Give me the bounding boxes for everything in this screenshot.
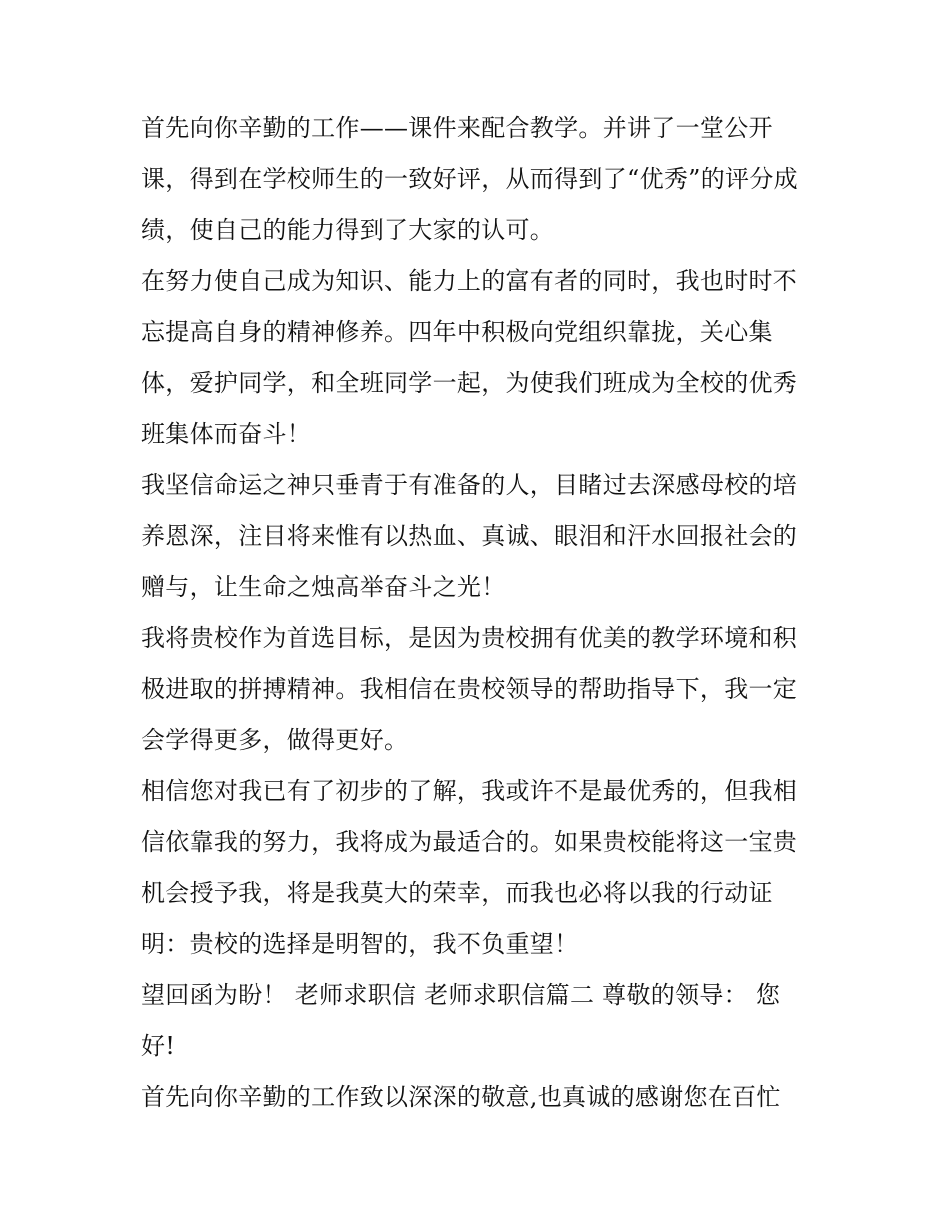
text-line: 绩，使自己的能力得到了大家的认可。: [141, 216, 555, 244]
text-line: 课，得到在学校师生的一致好评，从而得到了“优秀”的评分成: [141, 165, 798, 193]
text-line: 养恩深，注目将来惟有以热血、真诚、眼泪和汗水回报社会的: [141, 522, 798, 550]
text-line: 体，爱护同学，和全班同学一起，为使我们班成为全校的优秀: [141, 369, 798, 397]
text-line: 首先向你辛勤的工作致以深深的敬意,也真诚的感谢您在百忙: [141, 1083, 781, 1111]
text-line: 信依靠我的努力，我将成为最适合的。如果贵校能将这一宝贵: [141, 828, 798, 856]
text-line: 明：贵校的选择是明智的，我不负重望！: [141, 930, 579, 958]
text-line: 相信您对我已有了初步的了解，我或许不是最优秀的，但我相: [141, 777, 798, 805]
text-line: 机会授予我，将是我莫大的荣幸，而我也必将以我的行动证: [141, 879, 773, 907]
text-line: 在努力使自己成为知识、能力上的富有者的同时，我也时时不: [141, 267, 798, 295]
text-line: 好!: [141, 1032, 176, 1060]
text-line: 班集体而奋斗！: [141, 420, 312, 448]
text-line: 首先向你辛勤的工作——课件来配合教学。并讲了一堂公开: [141, 114, 773, 142]
text-line: 忘提高自身的精神修养。四年中积极向党组织靠拢，关心集: [141, 318, 773, 346]
text-line: 极进取的拼搏精神。我相信在贵校领导的帮助指导下，我一定: [141, 675, 798, 703]
document-body: [141, 103, 821, 1123]
text-line: 我坚信命运之神只垂青于有准备的人，目睹过去深感母校的培: [141, 471, 798, 499]
text-line: 望回函为盼！ 老师求职信 老师求职信篇二 尊敬的领导： 您: [141, 981, 781, 1009]
text-line: 会学得更多，做得更好。: [141, 726, 409, 754]
text-line: 赠与，让生命之烛高举奋斗之光！: [141, 573, 506, 601]
text-line: 我将贵校作为首选目标，是因为贵校拥有优美的教学环境和积: [141, 624, 798, 652]
